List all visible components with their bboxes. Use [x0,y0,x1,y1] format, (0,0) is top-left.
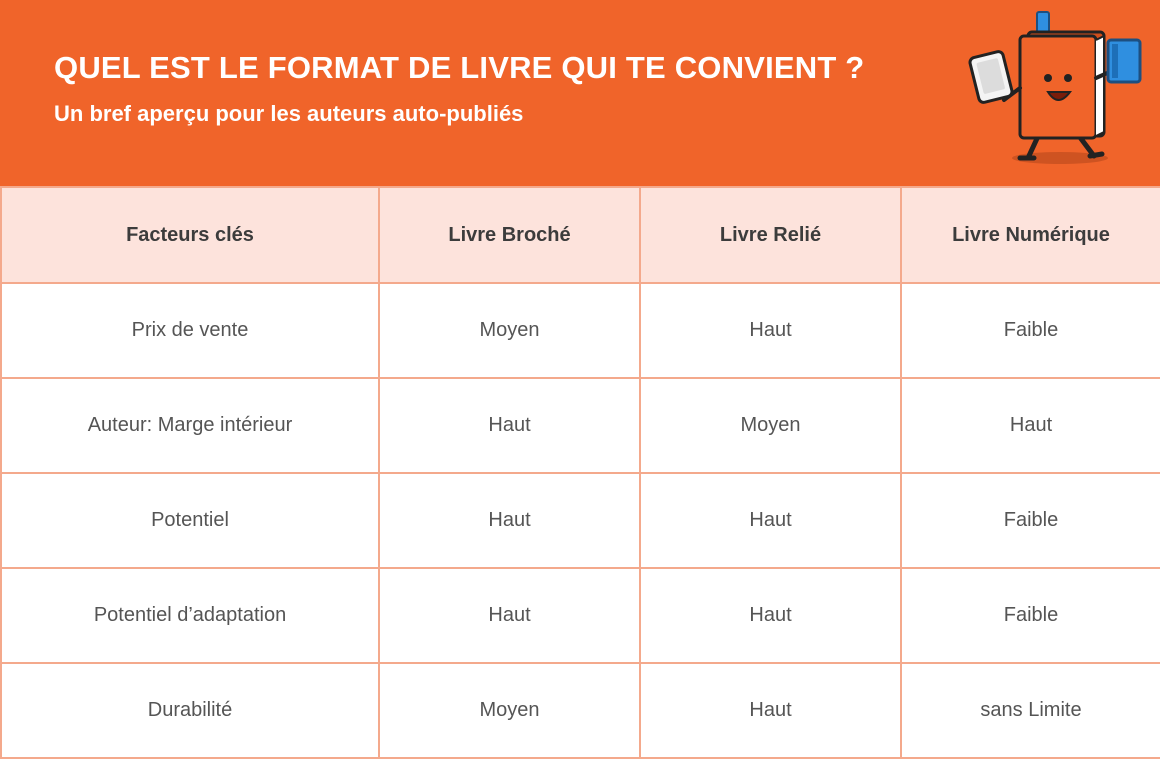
row-factor-label: Durabilité [1,663,379,758]
column-header-factors: Facteurs clés [1,187,379,283]
cell-paperback: Moyen [379,663,640,758]
book-mascot-icon [968,8,1148,178]
cell-paperback: Haut [379,473,640,568]
cell-hardcover: Haut [640,568,901,663]
cell-hardcover: Haut [640,663,901,758]
table-row [1,283,1160,378]
table-row [1,663,1160,758]
table-row [1,568,1160,663]
table-row [1,378,1160,473]
row-factor-label: Potentiel [1,473,379,568]
cell-ebook: Faible [901,473,1160,568]
cell-hardcover: Moyen [640,378,901,473]
format-comparison-table [0,186,1160,759]
row-factor-label: Prix de vente [1,283,379,378]
column-header-paperback: Livre Broché [379,187,640,283]
cell-ebook: Haut [901,378,1160,473]
row-factor-label: Potentiel d’adaptation [1,568,379,663]
header-banner [0,0,1160,186]
cell-paperback: Haut [379,568,640,663]
cell-hardcover: Haut [640,283,901,378]
cell-ebook: Faible [901,568,1160,663]
table-row [1,473,1160,568]
column-header-hardcover: Livre Relié [640,187,901,283]
cell-paperback: Moyen [379,283,640,378]
row-factor-label: Auteur: Marge intérieur [1,378,379,473]
cell-ebook: sans Limite [901,663,1160,758]
cell-ebook: Faible [901,283,1160,378]
page-title: QUEL EST LE FORMAT DE LIVRE QUI TE CONVIENT ? [54,50,865,85]
cell-hardcover: Haut [640,473,901,568]
page-subtitle: Un bref aperçu pour les auteurs auto-publiés [54,101,524,126]
cell-paperback: Haut [379,378,640,473]
table-header-row [1,187,1160,283]
column-header-ebook: Livre Numérique [901,187,1160,283]
